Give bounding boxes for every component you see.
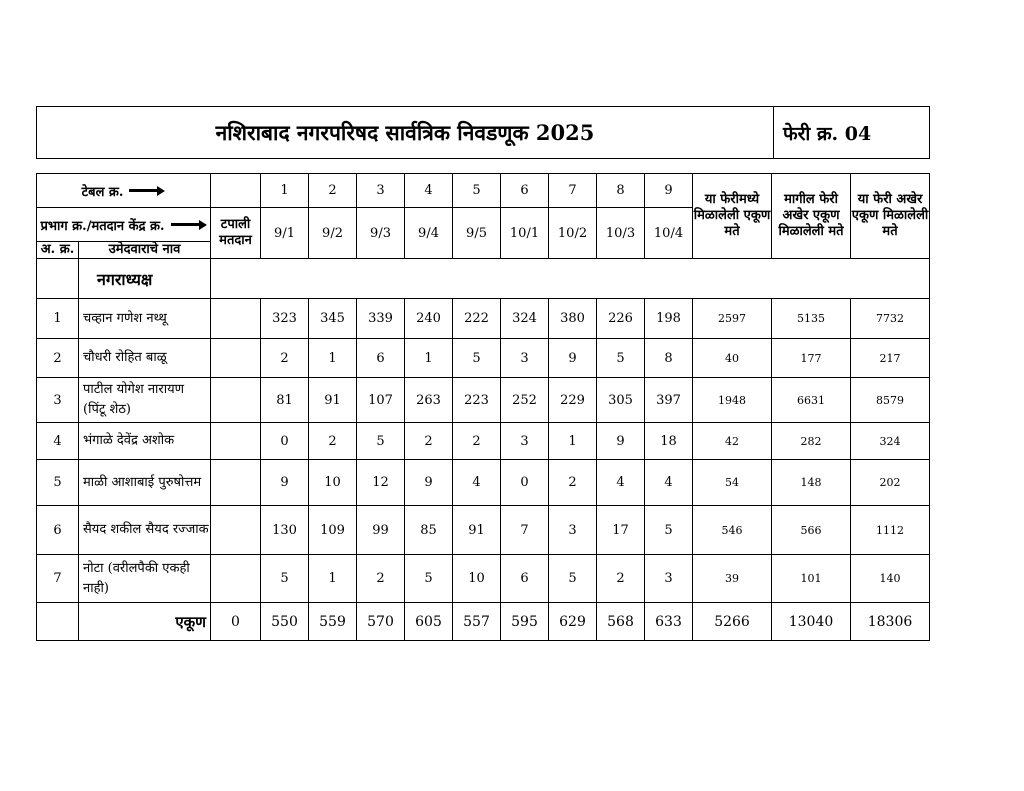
booth-votes: 5 — [357, 423, 405, 460]
table-number: 8 — [597, 174, 645, 208]
booth-votes: 226 — [597, 299, 645, 339]
cumulative-votes: 1112 — [851, 506, 930, 555]
postal-votes — [211, 339, 261, 378]
booth-votes: 5 — [405, 555, 453, 603]
candidate-row — [37, 555, 930, 603]
booth-votes: 3 — [501, 339, 549, 378]
booth-number: 9/4 — [405, 208, 453, 259]
this-round-votes: 546 — [693, 506, 772, 555]
candidate-row — [37, 460, 930, 506]
table-number: 1 — [261, 174, 309, 208]
totals-booth-votes: 570 — [357, 603, 405, 641]
booth-votes: 12 — [357, 460, 405, 506]
cumulative-votes: 324 — [851, 423, 930, 460]
booth-votes: 9 — [261, 460, 309, 506]
booth-votes: 0 — [501, 460, 549, 506]
booth-votes: 18 — [645, 423, 693, 460]
booth-votes: 2 — [597, 555, 645, 603]
booth-votes: 5 — [261, 555, 309, 603]
booth-votes: 345 — [309, 299, 357, 339]
candidate-row — [37, 423, 930, 460]
candidate-name: चौधरी रोहित बाळू — [79, 339, 211, 378]
sr-number: 2 — [37, 339, 79, 378]
postal-votes — [211, 378, 261, 423]
booth-votes: 397 — [645, 378, 693, 423]
previous-votes: 566 — [772, 506, 851, 555]
booth-votes: 85 — [405, 506, 453, 555]
booth-votes: 222 — [453, 299, 501, 339]
table-number: 5 — [453, 174, 501, 208]
table-number: 9 — [645, 174, 693, 208]
postal-votes — [211, 423, 261, 460]
booth-number: 10/4 — [645, 208, 693, 259]
postal-votes — [211, 299, 261, 339]
section-blank-cell — [37, 259, 79, 299]
totals-this-round: 5266 — [693, 603, 772, 641]
candidate-name: सैयद शकील सैयद रज्जाक — [79, 506, 211, 555]
candidate-name: भंगाळे देवेंद्र अशोक — [79, 423, 211, 460]
candidate-name: पाटील योगेश नारायण (पिंटू शेठ) — [79, 378, 211, 423]
booth-label-cell — [37, 208, 211, 242]
this-round-votes: 40 — [693, 339, 772, 378]
totals-booth-votes: 633 — [645, 603, 693, 641]
booth-votes: 4 — [453, 460, 501, 506]
booth-votes: 10 — [453, 555, 501, 603]
booth-label: प्रभाग क्र./मतदान केंद्र क्र. — [40, 218, 165, 234]
candidate-name: चव्हान गणेश नथ्थू — [79, 299, 211, 339]
cumulative-votes: 140 — [851, 555, 930, 603]
booth-number: 9/3 — [357, 208, 405, 259]
section-blank-span — [211, 259, 930, 299]
sr-number: 3 — [37, 378, 79, 423]
booth-votes: 5 — [453, 339, 501, 378]
booth-votes: 3 — [645, 555, 693, 603]
booth-votes: 9 — [405, 460, 453, 506]
arrow-right-icon — [129, 186, 165, 196]
sr-number: 5 — [37, 460, 79, 506]
candidate-row — [37, 378, 930, 423]
booth-votes: 2 — [357, 555, 405, 603]
booth-votes: 4 — [645, 460, 693, 506]
cumulative-header: या फेरी अखेर एकूण मिळालेली मते — [851, 174, 930, 259]
postal-votes — [211, 460, 261, 506]
booth-votes: 252 — [501, 378, 549, 423]
booth-votes: 7 — [501, 506, 549, 555]
totals-blank-cell — [37, 603, 79, 641]
totals-booth-votes: 557 — [453, 603, 501, 641]
totals-booth-votes: 559 — [309, 603, 357, 641]
cumulative-votes: 8579 — [851, 378, 930, 423]
previous-votes: 282 — [772, 423, 851, 460]
booth-votes: 5 — [597, 339, 645, 378]
blank-header-cell — [211, 174, 261, 208]
previous-header: मागील फेरी अखेर एकूण मिळालेली मते — [772, 174, 851, 259]
booth-votes: 17 — [597, 506, 645, 555]
arrow-right-icon — [171, 220, 207, 230]
cumulative-votes: 217 — [851, 339, 930, 378]
table-number: 4 — [405, 174, 453, 208]
this-round-votes: 1948 — [693, 378, 772, 423]
previous-votes: 5135 — [772, 299, 851, 339]
booth-votes: 9 — [597, 423, 645, 460]
this-round-votes: 42 — [693, 423, 772, 460]
booth-number: 10/1 — [501, 208, 549, 259]
booth-votes: 3 — [501, 423, 549, 460]
candidate-header: उमेदवाराचे नाव — [79, 242, 211, 259]
booth-votes: 109 — [309, 506, 357, 555]
booth-votes: 324 — [501, 299, 549, 339]
candidate-name: माळी आशाबाई पुरुषोत्तम — [79, 460, 211, 506]
totals-booth-votes: 595 — [501, 603, 549, 641]
booth-votes: 2 — [405, 423, 453, 460]
results-table — [36, 173, 930, 641]
postal-header: टपाली मतदान — [211, 208, 261, 259]
booth-votes: 3 — [549, 506, 597, 555]
booth-votes: 91 — [453, 506, 501, 555]
booth-number: 10/3 — [597, 208, 645, 259]
sr-number: 7 — [37, 555, 79, 603]
booth-votes: 0 — [261, 423, 309, 460]
totals-booth-votes: 568 — [597, 603, 645, 641]
booth-votes: 6 — [357, 339, 405, 378]
booth-votes: 130 — [261, 506, 309, 555]
booth-votes: 5 — [549, 555, 597, 603]
round-number: फेरी क्र. 04 — [783, 122, 872, 145]
booth-number: 9/1 — [261, 208, 309, 259]
this-round-votes: 39 — [693, 555, 772, 603]
totals-row — [37, 603, 930, 641]
candidate-row — [37, 339, 930, 378]
booth-number: 9/5 — [453, 208, 501, 259]
booth-votes: 1 — [549, 423, 597, 460]
booth-votes: 5 — [645, 506, 693, 555]
booth-votes: 2 — [261, 339, 309, 378]
totals-booth-votes: 550 — [261, 603, 309, 641]
candidate-row — [37, 299, 930, 339]
previous-votes: 101 — [772, 555, 851, 603]
document-title: नशिराबाद नगरपरिषद सार्वत्रिक निवडणूक 2025 — [37, 107, 774, 158]
cumulative-votes: 7732 — [851, 299, 930, 339]
booth-votes: 10 — [309, 460, 357, 506]
totals-booth-votes: 605 — [405, 603, 453, 641]
booth-votes: 339 — [357, 299, 405, 339]
table-label: टेबल क्र. — [81, 184, 124, 200]
title-box — [36, 106, 930, 159]
booth-votes: 263 — [405, 378, 453, 423]
sr-number: 6 — [37, 506, 79, 555]
table-label-cell — [37, 174, 211, 208]
table-number: 2 — [309, 174, 357, 208]
this-round-votes: 2597 — [693, 299, 772, 339]
booth-votes: 1 — [309, 339, 357, 378]
booth-votes: 2 — [549, 460, 597, 506]
header-row-table — [37, 174, 930, 208]
section-row — [37, 259, 930, 299]
previous-votes: 177 — [772, 339, 851, 378]
this-round-votes: 54 — [693, 460, 772, 506]
booth-votes: 9 — [549, 339, 597, 378]
sr-number: 4 — [37, 423, 79, 460]
booth-number: 10/2 — [549, 208, 597, 259]
totals-cumulative: 18306 — [851, 603, 930, 641]
totals-booth-votes: 629 — [549, 603, 597, 641]
postal-votes — [211, 555, 261, 603]
booth-votes: 8 — [645, 339, 693, 378]
booth-votes: 229 — [549, 378, 597, 423]
postal-votes — [211, 506, 261, 555]
totals-label: एकूण — [79, 603, 211, 641]
booth-votes: 4 — [597, 460, 645, 506]
totals-previous: 13040 — [772, 603, 851, 641]
table-number: 3 — [357, 174, 405, 208]
booth-votes: 380 — [549, 299, 597, 339]
previous-votes: 148 — [772, 460, 851, 506]
candidate-name: नोटा (वरीलपैकी एकही नाही) — [79, 555, 211, 603]
previous-votes: 6631 — [772, 378, 851, 423]
booth-votes: 223 — [453, 378, 501, 423]
booth-number: 9/2 — [309, 208, 357, 259]
booth-votes: 91 — [309, 378, 357, 423]
booth-votes: 6 — [501, 555, 549, 603]
booth-votes: 2 — [309, 423, 357, 460]
booth-votes: 99 — [357, 506, 405, 555]
booth-votes: 107 — [357, 378, 405, 423]
table-number: 7 — [549, 174, 597, 208]
booth-votes: 323 — [261, 299, 309, 339]
totals-postal: 0 — [211, 603, 261, 641]
booth-votes: 1 — [309, 555, 357, 603]
table-number: 6 — [501, 174, 549, 208]
section-label: नगराध्यक्ष — [79, 259, 211, 299]
sr-header: अ. क्र. — [37, 242, 79, 259]
booth-votes: 198 — [645, 299, 693, 339]
booth-votes: 81 — [261, 378, 309, 423]
booth-votes: 1 — [405, 339, 453, 378]
booth-votes: 2 — [453, 423, 501, 460]
booth-votes: 240 — [405, 299, 453, 339]
booth-votes: 305 — [597, 378, 645, 423]
candidate-row — [37, 506, 930, 555]
sr-number: 1 — [37, 299, 79, 339]
cumulative-votes: 202 — [851, 460, 930, 506]
this-round-header: या फेरीमध्ये मिळालेली एकूण मते — [693, 174, 772, 259]
